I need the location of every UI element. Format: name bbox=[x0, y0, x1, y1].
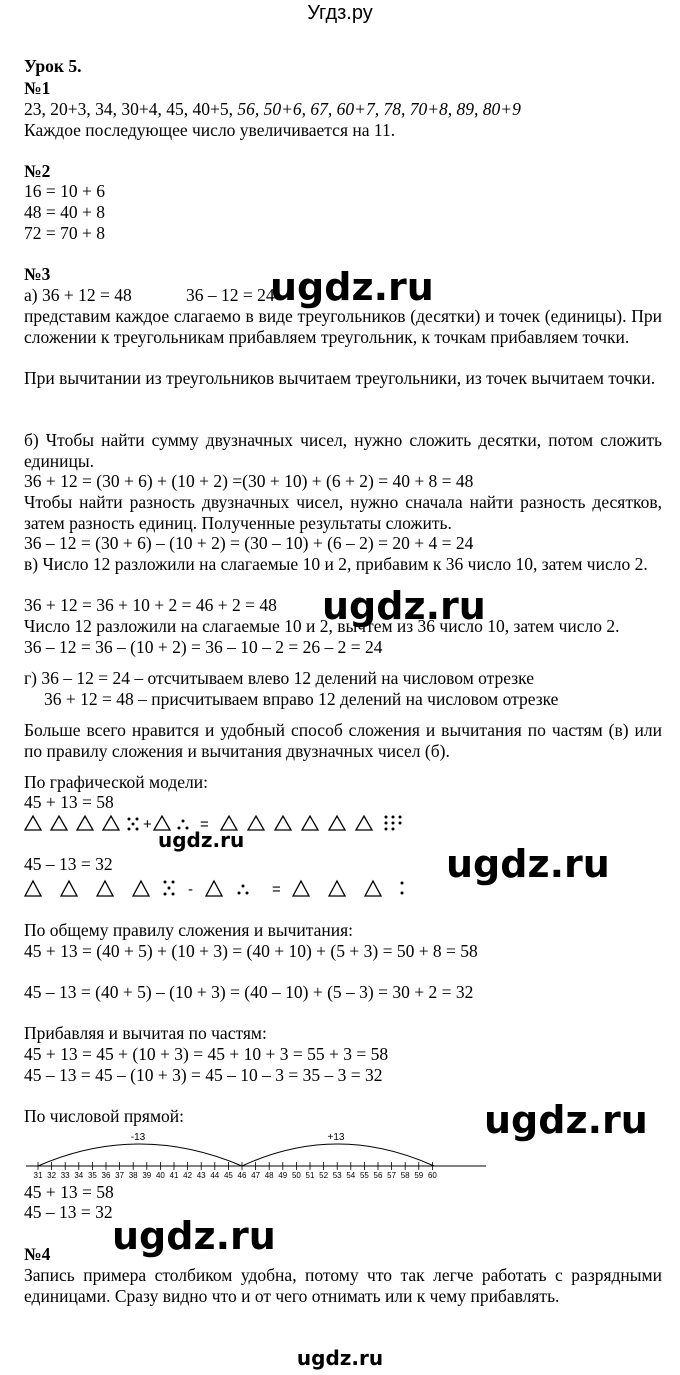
number-line-label: 44 bbox=[210, 1171, 220, 1180]
task1-sequence-italic: 56, 50+6, 67, 60+7, 78, 70+8, 89, 80+9 bbox=[237, 99, 521, 119]
task3-a-text-1: представим каждое слагаемо в виде треугольников (десятки) и точек (единицы). При сложении к треугольникам прибавляем треугольник, к точкам прибавляем точки. bbox=[24, 306, 662, 347]
task3-graph-title: По графической модели: bbox=[24, 772, 208, 792]
triangle-icon bbox=[329, 881, 345, 896]
number-line-ticks bbox=[34, 1162, 438, 1180]
watermark: ugdz.ru bbox=[322, 584, 486, 628]
number-line-label: 52 bbox=[319, 1171, 329, 1180]
number-line-label: 32 bbox=[47, 1171, 57, 1180]
task3-v-text-2: Число 12 разложили на слагаемые 10 и 2, вычтем из 36 число 10, затем число 2. bbox=[24, 616, 620, 636]
site-header: Угдз.ру bbox=[307, 2, 373, 24]
triangle-icon bbox=[97, 881, 113, 896]
number-line-label: 33 bbox=[60, 1171, 70, 1180]
task4-number: №4 bbox=[24, 1244, 51, 1264]
triangle-icon bbox=[329, 816, 345, 830]
task3-rule-title: По общему правилу сложения и вычитания: bbox=[24, 920, 354, 940]
task4-text: Запись примера столбиком удобна, потому что так легче работать с разрядными единицами. Сразу видно что и от чего отнимать или к чему прибавлять. bbox=[24, 1265, 662, 1306]
task1-number: №1 bbox=[24, 78, 51, 98]
task3-v-eq-2: 36 – 12 = 36 – (10 + 2) = 36 – 10 – 2 = 26 – 2 = 24 bbox=[24, 637, 383, 657]
triangle-icon bbox=[206, 881, 222, 896]
triangle-icon bbox=[293, 881, 309, 896]
task3-g-line-1: г) 36 – 12 = 24 – отсчитываем влево 12 делений на числовом отрезке bbox=[24, 668, 534, 688]
task2-line-1: 16 = 10 + 6 bbox=[24, 181, 105, 201]
triangle-icon bbox=[133, 881, 149, 896]
triangle-icon bbox=[103, 816, 119, 830]
number-line-label: 47 bbox=[251, 1171, 261, 1180]
task3-b-text-2: Чтобы найти разность двузначных чисел, нужно сначала найти разность десятков, затем разность единиц. Полученные результаты сложить. bbox=[24, 492, 662, 533]
triangle-icon bbox=[77, 816, 93, 830]
task3-v-eq-1: 36 + 12 = 36 + 10 + 2 = 46 + 2 = 48 bbox=[24, 595, 277, 615]
number-line-label: 43 bbox=[196, 1171, 206, 1180]
number-line-label: 54 bbox=[346, 1171, 356, 1180]
task3-b-eq-1: 36 + 12 = (30 + 6) + (10 + 2) =(30 + 10) + (6 + 2) = 40 + 8 = 48 bbox=[24, 471, 474, 491]
task3-parts-eq-2: 45 – 13 = 45 – (10 + 3) = 45 – 10 – 3 = 35 – 3 = 32 bbox=[24, 1065, 383, 1085]
arc-plus-label: +13 bbox=[327, 1132, 345, 1143]
task3-rule-eq-1: 45 + 13 = (40 + 5) + (10 + 3) = (40 + 10) + (5 + 3) = 50 + 8 = 58 bbox=[24, 941, 478, 961]
number-line-label: 48 bbox=[264, 1171, 274, 1180]
number-line-label: 38 bbox=[128, 1171, 138, 1180]
watermark: ugdz.ru bbox=[112, 1214, 276, 1258]
triangle-icon bbox=[248, 816, 264, 830]
plus-sign: + bbox=[143, 816, 152, 833]
number-line-label: 37 bbox=[115, 1171, 125, 1180]
task3-g-line-2: 36 + 12 = 48 – присчитываем вправо 12 делений на числовом отрезке bbox=[44, 689, 559, 709]
task3-final-eq-1: 45 + 13 = 58 bbox=[24, 1182, 114, 1202]
number-line bbox=[20, 1124, 490, 1180]
task3-graph-eq-1: 45 + 13 = 58 bbox=[24, 792, 114, 812]
number-line-label: 36 bbox=[101, 1171, 111, 1180]
triangle-icon bbox=[365, 881, 381, 896]
triangle-icon bbox=[356, 816, 372, 830]
triangle-icon bbox=[61, 881, 77, 896]
number-line-label: 49 bbox=[278, 1171, 288, 1180]
task3-v-text-1: в) Число 12 разложили на слагаемые 10 и 2, прибавим к 36 число 10, затем число 2. bbox=[24, 554, 648, 574]
task3-numline-title: По числовой прямой: bbox=[24, 1106, 185, 1126]
arc-minus-13 bbox=[38, 1144, 242, 1166]
number-line-label: 56 bbox=[373, 1171, 383, 1180]
task3-parts-eq-1: 45 + 13 = 45 + (10 + 3) = 45 + 10 + 3 = 55 + 3 = 58 bbox=[24, 1044, 389, 1064]
number-line-label: 40 bbox=[155, 1171, 165, 1180]
number-line-label: 42 bbox=[183, 1171, 193, 1180]
watermark: ugdz.ru bbox=[446, 842, 610, 886]
task1-sequence bbox=[24, 99, 521, 119]
triangle-icon bbox=[51, 816, 67, 830]
task2-line-3: 72 = 70 + 8 bbox=[24, 223, 105, 243]
task3-a-eq-add: а) 36 + 12 = 48 bbox=[24, 285, 132, 305]
equals-sign: = bbox=[200, 816, 209, 833]
number-line-label: 58 bbox=[400, 1171, 410, 1180]
number-line-label: 55 bbox=[359, 1171, 369, 1180]
task3-parts-title: Прибавляя и вычитая по частям: bbox=[24, 1023, 267, 1043]
watermark: ugdz.ru bbox=[484, 1098, 648, 1142]
site-footer: ugdz.ru bbox=[296, 1346, 384, 1370]
triangle-icon bbox=[25, 816, 41, 830]
graph-model-subtraction bbox=[20, 876, 420, 900]
number-line-label: 41 bbox=[169, 1171, 179, 1180]
number-line-label: 57 bbox=[387, 1171, 397, 1180]
task3-final-eq-2: 45 – 13 = 32 bbox=[24, 1202, 113, 1222]
watermark: ugdz.ru bbox=[158, 828, 245, 852]
task3-b-eq-2: 36 – 12 = (30 + 6) – (10 + 2) = (30 – 10) + (6 – 2) = 20 + 4 = 24 bbox=[24, 533, 474, 553]
number-line-label: 31 bbox=[33, 1171, 43, 1180]
equals-sign: = bbox=[272, 881, 281, 898]
task3-a-text-2: При вычитании из треугольников вычитаем треугольники, из точек вычитаем точки. bbox=[24, 368, 656, 388]
triangle-icon bbox=[302, 816, 318, 830]
watermark: ugdz.ru bbox=[270, 265, 434, 309]
number-line-label: 39 bbox=[142, 1171, 152, 1180]
task3-rule-eq-2: 45 – 13 = (40 + 5) – (10 + 3) = (40 – 10) + (5 – 3) = 30 + 2 = 32 bbox=[24, 982, 474, 1002]
number-line-label: 50 bbox=[291, 1171, 301, 1180]
number-line-label: 34 bbox=[74, 1171, 84, 1180]
task2-number: №2 bbox=[24, 161, 51, 181]
number-line-label: 45 bbox=[223, 1171, 233, 1180]
task3-number: №3 bbox=[24, 264, 51, 284]
minus-sign: - bbox=[188, 881, 193, 898]
number-line-label: 53 bbox=[332, 1171, 342, 1180]
triangle-icon bbox=[25, 881, 41, 896]
task3-a-eq-sub: 36 – 12 = 24 bbox=[186, 285, 275, 305]
task3-graph-eq-2: 45 – 13 = 32 bbox=[24, 854, 113, 874]
task1-sequence-regular: 23, 20+3, 34, 30+4, 45, 40+5, bbox=[24, 99, 233, 119]
lesson-title: Урок 5. bbox=[24, 56, 82, 76]
number-line-label: 51 bbox=[305, 1171, 315, 1180]
task3-summary: Больше всего нравится и удобный способ сложения и вычитания по частям (в) или по правилу сложения и вычитания двузначных чисел (б). bbox=[24, 720, 662, 761]
task3-b-text-1: б) Чтобы найти сумму двузначных чисел, нужно сложить десятки, потом сложить единицы. bbox=[24, 430, 662, 471]
number-line-label: 35 bbox=[87, 1171, 97, 1180]
number-line-label: 59 bbox=[414, 1171, 424, 1180]
triangle-icon bbox=[275, 816, 291, 830]
arc-minus-label: -13 bbox=[130, 1132, 146, 1143]
number-line-label: 46 bbox=[237, 1171, 247, 1180]
number-line-label: 60 bbox=[427, 1171, 437, 1180]
task1-note: Каждое последующее число увеличивается на 11. bbox=[24, 120, 396, 140]
task2-line-2: 48 = 40 + 8 bbox=[24, 202, 105, 222]
